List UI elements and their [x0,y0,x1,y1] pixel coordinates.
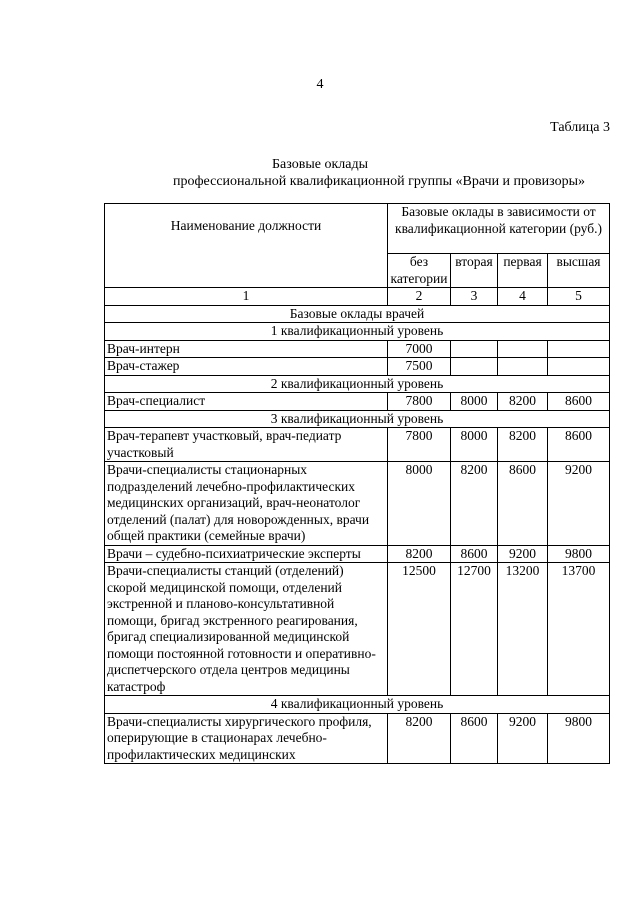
table-row [105,462,610,546]
level-4-title: 4 квалификационный уровень [105,696,610,714]
salary-cat-second [451,340,498,358]
level-1-title: 1 квалификационный уровень [105,323,610,341]
salary-cat-first [498,358,548,376]
header-position-name: Наименование должности [105,204,388,288]
level-row [105,323,610,341]
salary-table [104,203,610,764]
header-cat-none: без категории [388,254,451,288]
header-row [105,204,610,254]
salary-cat-highest [548,340,610,358]
table-row [105,340,610,358]
level-row [105,410,610,428]
salary-cat-highest: 8600 [548,428,610,462]
salary-cat-none: 8000 [388,462,451,546]
position-name: Врач-специалист [105,393,388,411]
salary-cat-highest: 13700 [548,563,610,696]
salary-cat-second: 8600 [451,545,498,563]
salary-cat-highest: 8600 [548,393,610,411]
salary-cat-first [498,340,548,358]
salary-cat-none: 7800 [388,393,451,411]
level-row [105,375,610,393]
column-number-row [105,288,610,306]
table-row [105,713,610,764]
table-row [105,545,610,563]
position-name: Врач-терапевт участковый, врач-педиатр участковый [105,428,388,462]
level-2-title: 2 квалификационный уровень [105,375,610,393]
page-number: 4 [316,77,324,92]
salary-cat-none: 8200 [388,545,451,563]
table-title [0,156,640,190]
position-name: Врач-интерн [105,340,388,358]
salary-cat-first: 9200 [498,713,548,764]
level-row [105,696,610,714]
section-title: Базовые оклады врачей [105,305,610,323]
position-name: Врачи-специалисты стационарных подразделений лечебно-профилактических медицинских организаций, врач-неонатолог отделений (палат) для новорожденных, врачи общей практики (семейные врачи) [105,462,388,546]
level-3-title: 3 квалификационный уровень [105,410,610,428]
salary-cat-second: 8000 [451,428,498,462]
salary-cat-none: 12500 [388,563,451,696]
salary-cat-none: 8200 [388,713,451,764]
col-num-5: 5 [548,288,610,306]
salary-cat-highest: 9200 [548,462,610,546]
position-name: Врачи – судебно-психиатрические эксперты [105,545,388,563]
position-name: Врач-стажер [105,358,388,376]
salary-cat-first: 8200 [498,393,548,411]
header-salary-group: Базовые оклады в зависимости от квалификационной категории (руб.) [388,204,610,254]
salary-cat-first: 13200 [498,563,548,696]
salary-cat-highest: 9800 [548,713,610,764]
col-num-3: 3 [451,288,498,306]
title-line-1: Базовые оклады [272,157,368,172]
position-name: Врачи-специалисты станций (отделений) скорой медицинской помощи, отделений экстренной и планово-консультативной помощи, бригад экстренного реагирования, бригад специализированной медицинской помощи постоянной готовности и оперативно-диспетчерского отдела центров медицины катастроф [105,563,388,696]
salary-cat-none: 7800 [388,428,451,462]
header-cat-first: первая [498,254,548,288]
table-row [105,358,610,376]
col-num-1: 1 [105,288,388,306]
position-name: Врачи-специалисты хирургического профиля, оперирующие в стационарах лечебно-профилактических медицинских [105,713,388,764]
salary-cat-second: 12700 [451,563,498,696]
salary-cat-second: 8600 [451,713,498,764]
salary-cat-second: 8000 [451,393,498,411]
salary-cat-second: 8200 [451,462,498,546]
table-label: Таблица 3 [550,120,610,135]
salary-cat-highest: 9800 [548,545,610,563]
table-row [105,563,610,696]
section-row [105,305,610,323]
salary-cat-none: 7500 [388,358,451,376]
salary-cat-second [451,358,498,376]
header-cat-highest: высшая [548,254,610,288]
salary-cat-first: 8600 [498,462,548,546]
table-row [105,428,610,462]
title-line-2: профессиональной квалификационной группы «Врачи и провизоры» [172,174,585,189]
col-num-2: 2 [388,288,451,306]
salary-cat-first: 9200 [498,545,548,563]
salary-cat-highest [548,358,610,376]
salary-cat-first: 8200 [498,428,548,462]
header-cat-second: вторая [451,254,498,288]
col-num-4: 4 [498,288,548,306]
table-row [105,393,610,411]
salary-cat-none: 7000 [388,340,451,358]
